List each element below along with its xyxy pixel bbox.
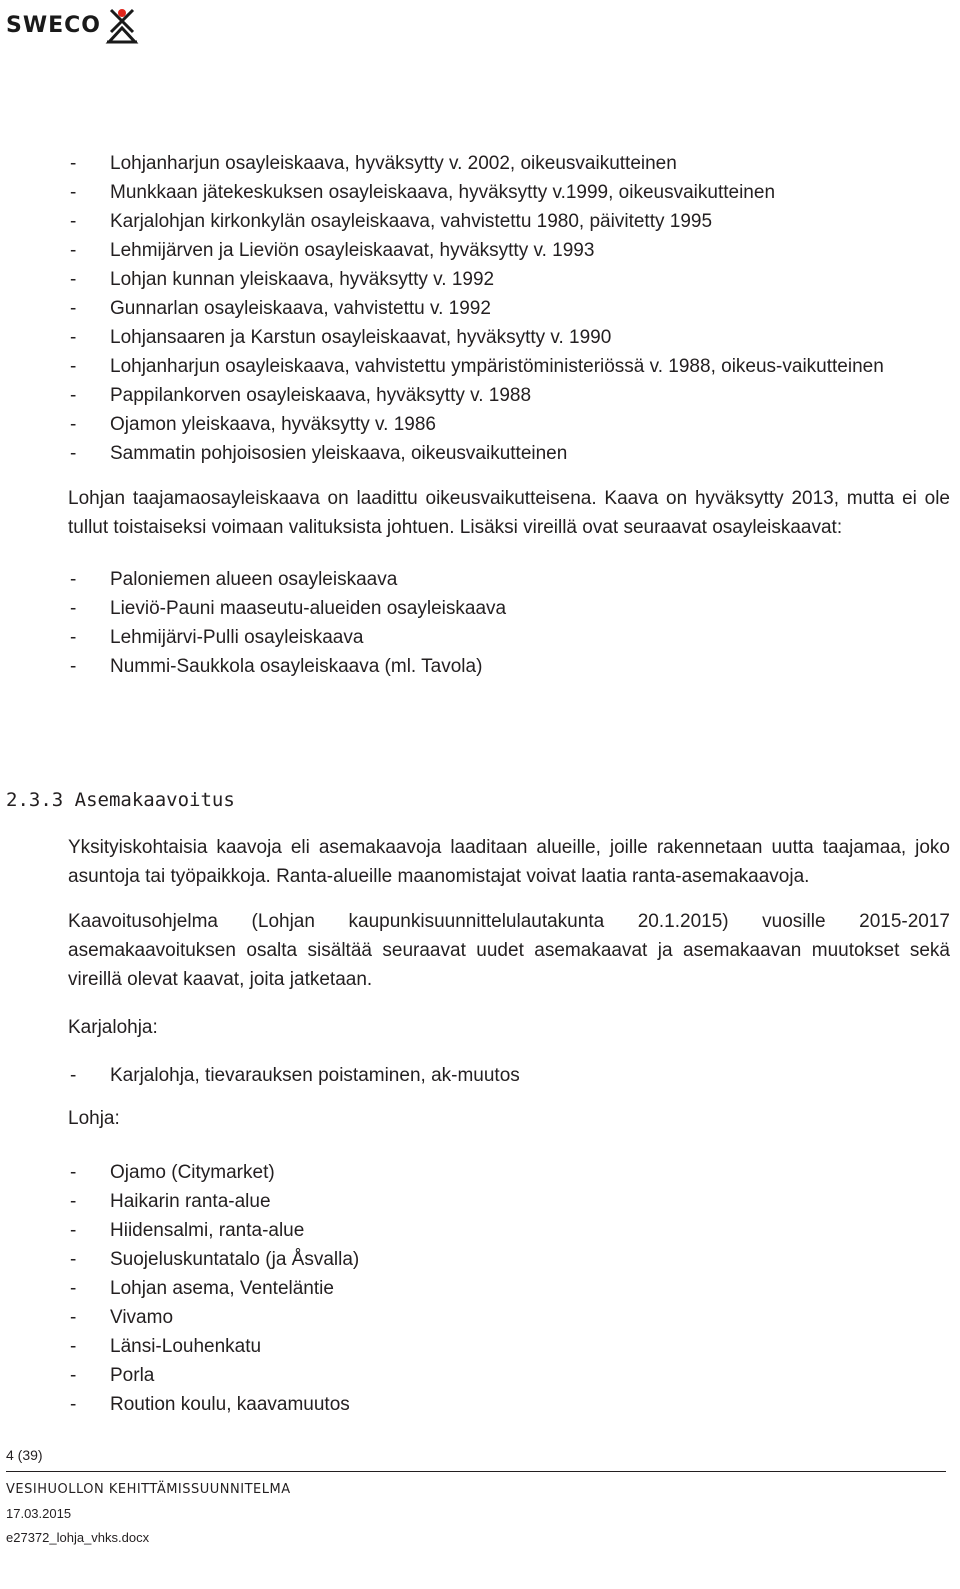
list-item: - Gunnarlan osayleiskaava, vahvistettu v. 1992: [28, 294, 950, 323]
list-item: - Roution koulu, kaavamuutos: [28, 1390, 950, 1419]
asemakaavoitus-section: [68, 833, 950, 1419]
page-footer: [6, 1443, 946, 1550]
list-item: - Länsi-Louhenkatu: [28, 1332, 950, 1361]
lohja-list: [68, 1158, 950, 1419]
paragraph: Kaavoitusohjelma (Lohjan kaupunkisuunnittelulautakunta 20.1.2015) vuosille 2015-2017 asemakaavoituksen osalta sisältää seuraavat uudet asemakaavat ja asemakaavan muutokset sekä vireillä olevat kaavat, joita jatketaan.: [68, 911, 950, 990]
section-heading: 2.3.3 Asemakaavoitus: [6, 789, 235, 811]
list-item: - Karjalohjan kirkonkylän osayleiskaava, vahvistettu 1980, päivitetty 1995: [28, 207, 950, 236]
list-item: - Nummi-Saukkola osayleiskaava (ml. Tavola): [28, 652, 950, 681]
list-item: - Pappilankorven osayleiskaava, hyväksytty v. 1988: [28, 381, 950, 410]
list-item: - Lehmijärven ja Lieviön osayleiskaavat, hyväksytty v. 1993: [28, 236, 950, 265]
list-item: - Lehmijärvi-Pulli osayleiskaava: [28, 623, 950, 652]
list-item: - Ojamon yleiskaava, hyväksytty v. 1986: [28, 410, 950, 439]
pending-plans-list: [68, 565, 950, 681]
list-item: - Sammatin pohjoisosien yleiskaava, oikeusvaikutteinen: [28, 439, 950, 468]
page-number: 4 (39): [6, 1447, 43, 1463]
plans-list: [68, 149, 950, 468]
list-item: - Lohjan asema, Venteläntie: [28, 1274, 950, 1303]
sweco-symbol-icon: [105, 6, 139, 44]
sweco-logo: [6, 6, 139, 44]
list-item: - Haikarin ranta-alue: [28, 1187, 950, 1216]
document-date: 17.03.2015: [6, 1506, 72, 1521]
list-item: - Karjalohja, tievarauksen poistaminen, ak-muutos: [28, 1061, 950, 1090]
document-title: VESIHUOLLON KEHITTÄMISSUUNNITELMA: [6, 1482, 291, 1497]
list-item: - Lohjanharjun osayleiskaava, hyväksytty v. 2002, oikeusvaikutteinen: [28, 149, 950, 178]
list-item: - Munkkaan jätekeskuksen osayleiskaava, hyväksytty v.1999, oikeusvaikutteinen: [28, 178, 950, 207]
list-item: - Lohjanharjun osayleiskaava, vahvistettu ympäristöministeriössä v. 1988, oikeus-vaikutteinen: [28, 352, 950, 381]
paragraph: Yksityiskohtaisia kaavoja eli asemakaavoja laaditaan alueille, joille rakennetaan uutta taajamaa, joko asuntoja tai työpaikkoja. Ranta-alueille maanomistajat voivat laatia ranta-asemakaavoja.: [68, 837, 950, 887]
list-item: - Vivamo: [28, 1303, 950, 1332]
list-item: - Porla: [28, 1361, 950, 1390]
list-item: - Lieviö-Pauni maaseutu-alueiden osayleiskaava: [28, 594, 950, 623]
list-item: - Lohjan kunnan yleiskaava, hyväksytty v. 1992: [28, 265, 950, 294]
list-item: - Hiidensalmi, ranta-alue: [28, 1216, 950, 1245]
document-filename: e27372_lohja_vhks.docx: [6, 1530, 150, 1545]
plan-section: [68, 149, 950, 681]
list-item: - Ojamo (Citymarket): [28, 1158, 950, 1187]
lohja-label: Lohja:: [68, 1108, 120, 1129]
logo-text: SWECO: [6, 12, 101, 38]
list-item: - Paloniemen alueen osayleiskaava: [28, 565, 950, 594]
list-item: - Lohjansaaren ja Karstun osayleiskaavat, hyväksytty v. 1990: [28, 323, 950, 352]
footer-divider: [6, 1471, 946, 1472]
karjalohja-label: Karjalohja:: [68, 1017, 158, 1038]
list-item: - Suojeluskuntatalo (ja Åsvalla): [28, 1245, 950, 1274]
paragraph: Lohjan taajamaosayleiskaava on laadittu oikeusvaikutteisena. Kaava on hyväksytty 2013, mutta ei ole tullut toistaiseksi voimaan valituksista johtuen. Lisäksi vireillä ovat seuraavat osayleiskaavat:: [68, 488, 950, 538]
karjalohja-list: [68, 1061, 950, 1090]
